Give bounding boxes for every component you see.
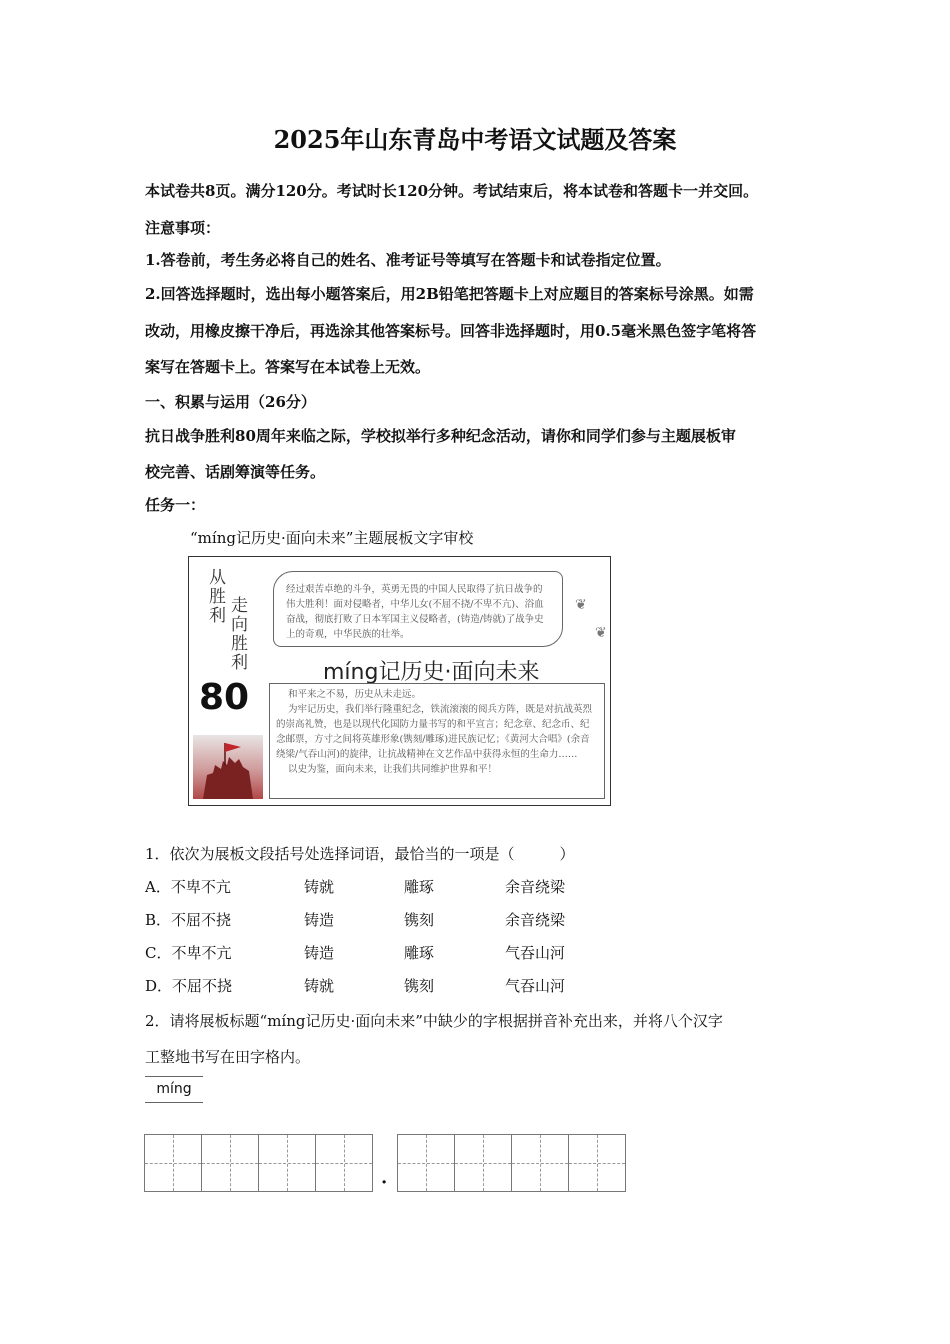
section-heading: 一、积累与运用（26分） [145, 393, 316, 411]
pinyin-label: míng [145, 1076, 203, 1103]
notice-heading: 注意事项： [145, 219, 221, 237]
tianzige-grid-left [144, 1134, 372, 1192]
context-line1: 抗日战争胜利80周年来临之际，学校拟举行多种纪念活动，请你和同学们参与主题展板审 [145, 427, 736, 445]
option-b-word: 余音绕梁 [505, 911, 566, 929]
option-b-word: 镌刻 [404, 911, 435, 929]
soldiers-flag-image [193, 735, 263, 799]
notice-2-line1: 2.回答选择题时，选出每小题答案后，用2B铅笔把答题卡上对应题目的答案标号涂黑。如需 [145, 285, 754, 303]
board-para-1: 和平来之不易，历史从未走远。 [288, 689, 422, 700]
question-2-line1: 2．请将展板标题“míng记历史·面向未来”中缺少的字根据拼音补充出来，并将八个汉字 [145, 1012, 723, 1030]
board-vertical-text-2: 走向胜利 [231, 596, 248, 673]
option-c-word: 气吞山河 [505, 944, 566, 962]
option-d-label: D．不屈不挠 [145, 977, 233, 995]
task-caption: “míng记历史·面向未来”主题展板文字审校 [190, 529, 474, 547]
option-a-word: 雕琢 [404, 878, 435, 896]
title-separator-dot: · [381, 1172, 388, 1193]
tianzige-cell[interactable] [258, 1134, 316, 1192]
option-a-label: A．不卑不亢 [145, 878, 231, 896]
board-vertical-text-1: 从胜利 [209, 568, 226, 626]
option-b-label: B．不屈不挠 [145, 911, 232, 929]
tianzige-cell[interactable] [454, 1134, 512, 1192]
page-title: 2025年山东青岛中考语文试题及答案 [273, 125, 677, 154]
notice-2-line2: 改动，用橡皮擦干净后，再选涂其他答案标号。回答非选择题时，用0.5毫米黑色签字笔将答 [145, 322, 757, 340]
option-a-word: 铸就 [304, 878, 335, 896]
board-body-box [269, 683, 605, 799]
option-c-label: C．不卑不亢 [145, 944, 232, 962]
board-para-3: 以史为鉴，面向未来，让我们共同维护世界和平！ [288, 764, 498, 775]
tianzige-cell[interactable] [201, 1134, 259, 1192]
leaf-icon: ❦ [595, 625, 607, 641]
tianzige-cell[interactable] [511, 1134, 569, 1192]
option-b-word: 铸造 [304, 911, 335, 929]
board-title: míng记历史·面向未来 [323, 660, 540, 685]
question-1-stem: 1．依次为展板文段括号处选择词语，最恰当的一项是（ ） [145, 845, 575, 863]
notice-2-line3: 案写在答题卡上。答案写在本试卷上无效。 [145, 358, 431, 376]
option-d-word: 气吞山河 [505, 977, 566, 995]
tianzige-cell[interactable] [568, 1134, 626, 1192]
option-d-word: 铸就 [304, 977, 335, 995]
task-heading: 任务一： [145, 496, 206, 514]
option-c-word: 雕琢 [404, 944, 435, 962]
exam-intro: 本试卷共8页。满分120分。考试时长120分钟。考试结束后，将本试卷和答题卡一并交回。 [145, 182, 759, 200]
board-scroll-text: 经过艰苦卓绝的斗争，英勇无畏的中国人民取得了抗日战争的伟大胜利！面对侵略者，中华儿女(不屈不挠/不卑不亢)、浴血奋战，彻底打败了日本军国主义侵略者，(铸造/铸就)了战争史上的奇观，中华民族的壮举。 [273, 571, 563, 647]
board-para-2: 为牢记历史，我们举行隆重纪念，铁流滚滚的阅兵方阵，既是对抗战英烈的崇高礼赞，也是以现代化国防力量书写的和平宣言；纪念章、纪念币、纪念邮票，方寸之间将英雄形象(镌刻/雕琢)进民族记忆；《黄河大合唱》(余音绕梁/气吞山河)的旋律，让抗战精神在文艺作品中获得永恒的生命力…… [276, 704, 593, 760]
option-c-word: 铸造 [304, 944, 335, 962]
tianzige-cell[interactable] [397, 1134, 455, 1192]
option-d-word: 镌刻 [404, 977, 435, 995]
leaf-icon: ❦ [575, 597, 587, 613]
question-2-line2: 工整地书写在田字格内。 [145, 1048, 311, 1066]
tianzige-grid-right [397, 1134, 625, 1192]
notice-1: 1.答卷前，考生务必将自己的姓名、准考证号等填写在答题卡和试卷指定位置。 [145, 251, 671, 269]
exhibition-board [188, 556, 611, 806]
context-line2: 校完善、话剧筹演等任务。 [145, 463, 326, 481]
tianzige-cell[interactable] [315, 1134, 373, 1192]
tianzige-cell[interactable] [144, 1134, 202, 1192]
board-number: 80 [199, 677, 250, 718]
option-a-word: 余音绕梁 [505, 878, 566, 896]
